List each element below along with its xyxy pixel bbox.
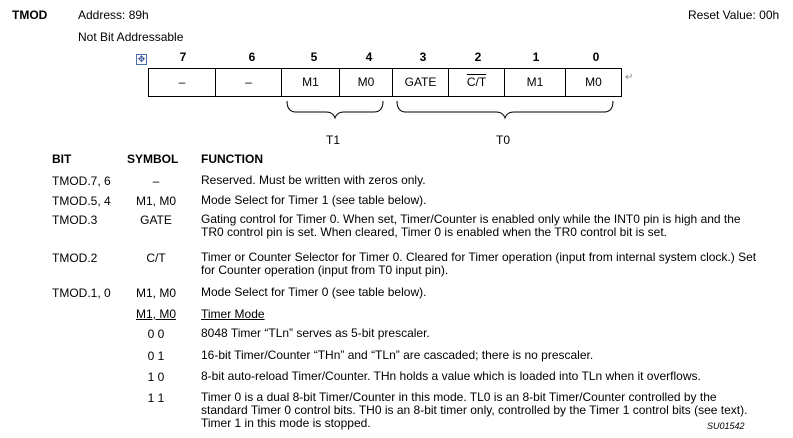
row-function: Mode Select for Timer 1 (see table below). <box>201 193 427 207</box>
mode-description: 16-bit Timer/Counter “THn” and “TLn” are cascaded; there is no prescaler. <box>201 348 594 362</box>
mode-code: 1 0 <box>147 370 165 384</box>
row-bit: TMOD.7, 6 <box>52 174 111 188</box>
t0-brace <box>397 101 613 118</box>
t1-brace <box>287 101 383 118</box>
register-name: TMOD <box>12 8 48 22</box>
mode-code: 0 0 <box>147 327 165 341</box>
reset-value: Reset Value: 00h <box>688 8 780 22</box>
row-symbol: GATE <box>140 213 172 227</box>
row-function: Gating control for Timer 0. When set, Timer/Counter is enabled only while the INT0 pin is high and the TR0 control pin is set. When cleared, Timer 0 is enabled when the TR0 control bit is set. <box>201 212 741 239</box>
bit-number-3: 3 <box>419 50 427 64</box>
row-symbol: – <box>152 174 160 188</box>
row-function: Mode Select for Timer 0 (see table below). <box>201 285 427 299</box>
mode-description: Timer 0 is a dual 8-bit Timer/Counter in this mode. TL0 is an 8-bit Timer/Counter controlled by the standard Timer 0 control bits. TH0 is an 8-bit timer only, controlled by the Timer 1 control bits (see text). Timer 1 in this mode is stopped. <box>201 390 748 430</box>
register-cell-0: M0 <box>565 69 621 96</box>
bit-number-1: 1 <box>532 50 540 64</box>
table-move-handle-icon[interactable]: ✥ <box>137 54 146 64</box>
register-cell-2: C/T <box>448 69 504 96</box>
row-bit: TMOD.5, 4 <box>52 194 111 208</box>
bit-number-4: 4 <box>365 50 373 64</box>
row-bit: TMOD.2 <box>52 251 98 265</box>
column-header-bit: BIT <box>52 152 72 166</box>
mode-code: 0 1 <box>147 349 165 363</box>
addressable-note: Not Bit Addressable <box>78 30 184 44</box>
column-header-symbol: SYMBOL <box>127 152 179 166</box>
register-cell-1: M1 <box>504 69 565 96</box>
bit-number-7: 7 <box>179 50 187 64</box>
bit-number-6: 6 <box>248 50 256 64</box>
group-label-t0: T0 <box>496 133 511 147</box>
row-symbol: M1, M0 <box>135 194 176 208</box>
register-cell-6: – <box>215 69 281 96</box>
bit-number-5: 5 <box>310 50 318 64</box>
register-address: Address: 89h <box>78 8 149 22</box>
register-cell-5: M1 <box>281 69 339 96</box>
group-label-t1: T1 <box>326 133 341 147</box>
register-cell-7: – <box>178 75 186 89</box>
bit-number-0: 0 <box>592 50 600 64</box>
row-symbol: C/T <box>146 251 166 265</box>
row-bit: TMOD.1, 0 <box>52 286 111 300</box>
column-header-function: FUNCTION <box>201 152 263 166</box>
register-cell-4: M0 <box>339 69 392 96</box>
row-bit: TMOD.3 <box>52 213 98 227</box>
row-function: Reserved. Must be written with zeros only. <box>201 173 426 187</box>
register-bit-table <box>148 68 622 97</box>
figure-code: SU01542 <box>707 421 745 431</box>
mode-header-symbol: M1, M0 <box>135 307 176 321</box>
mode-description: 8048 Timer “TLn” serves as 5-bit prescaler. <box>201 326 430 340</box>
mode-description: 8-bit auto-reload Timer/Counter. THn holds a value which is loaded into TLn when it overflows. <box>201 369 701 383</box>
mode-code: 1 1 <box>147 391 165 405</box>
cell-end-mark: ↵ <box>625 72 634 83</box>
bit-number-2: 2 <box>474 50 482 64</box>
mode-header-title: Timer Mode <box>201 307 265 321</box>
register-cell-3: GATE <box>392 69 448 96</box>
row-function: Timer or Counter Selector for Timer 0. Cleared for Timer operation (input from internal system clock.) Set for Counter operation (input from T0 input pin). <box>201 250 757 277</box>
row-symbol: M1, M0 <box>135 286 176 300</box>
